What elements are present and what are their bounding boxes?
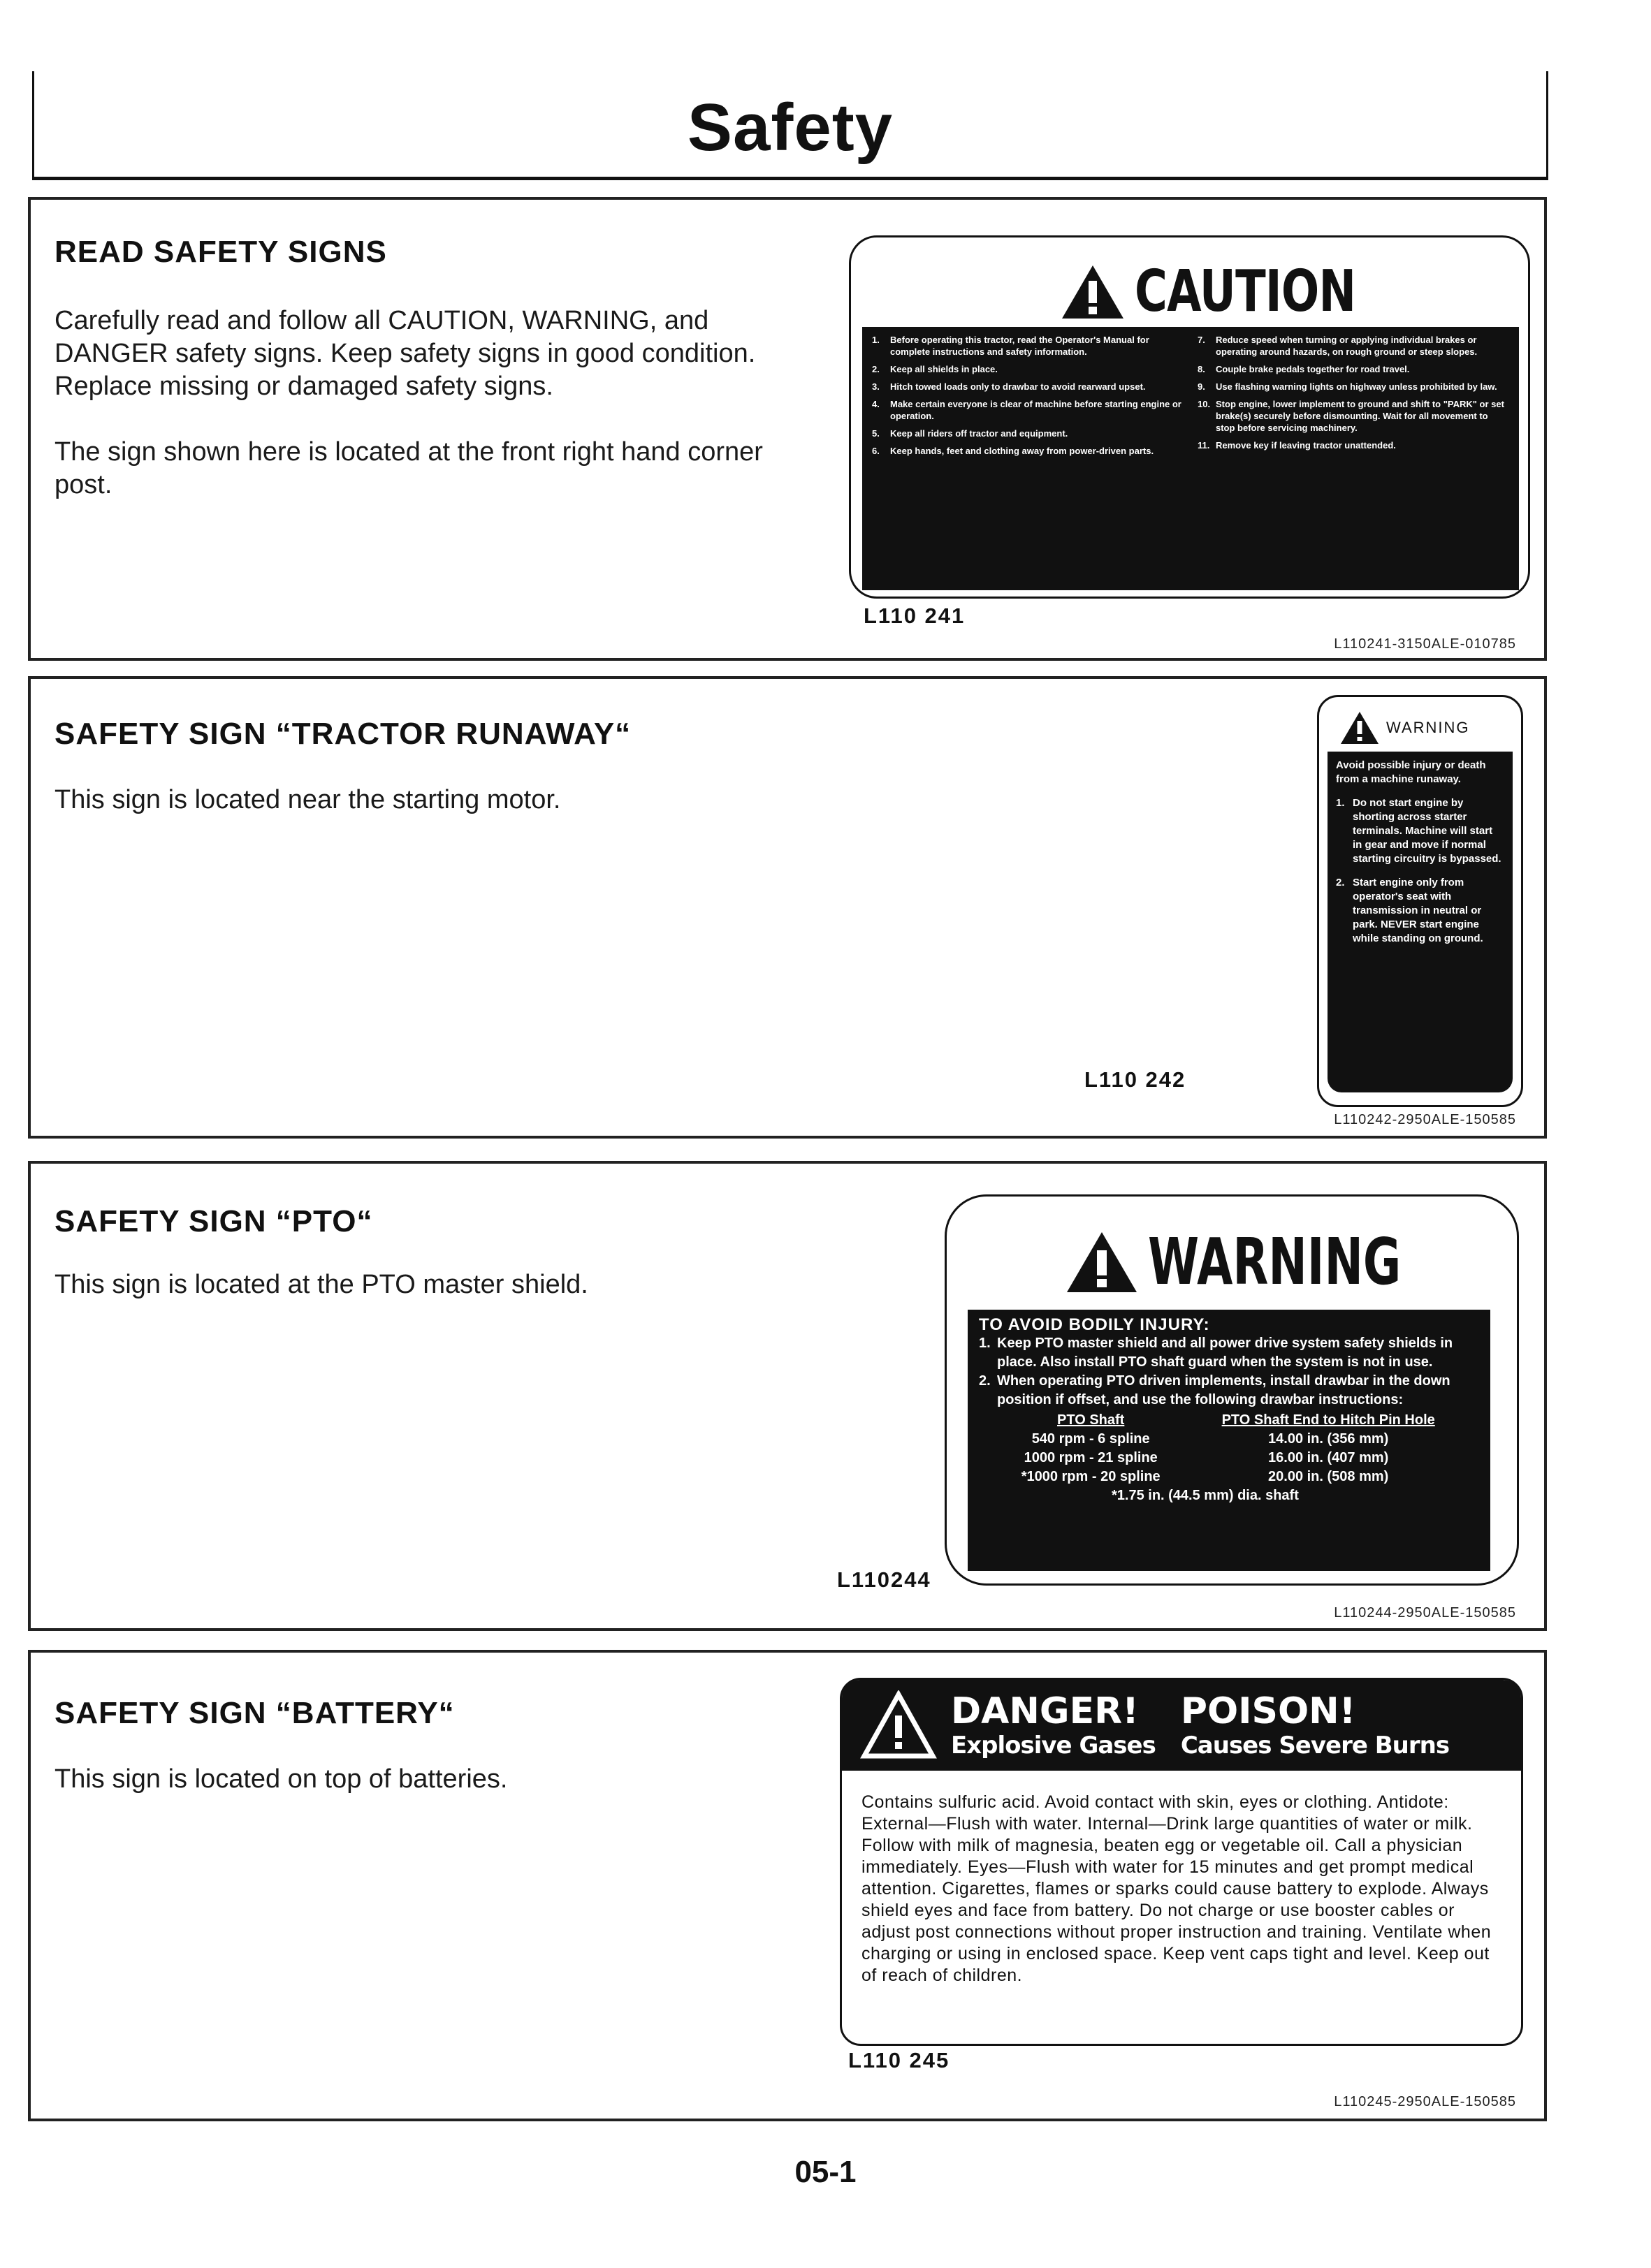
runaway-warning-decal [1317,695,1523,1107]
document-code: L110241-3150ALE-010785 [1334,636,1516,652]
section-title: SAFETY SIGN “BATTERY“ [54,1696,455,1730]
table-row: *1000 rpm - 20 spline 20.00 in. (508 mm) [1021,1469,1389,1484]
runaway-panel [1328,752,1513,1092]
list-item: 10. Stop engine, lower implement to ground and shift to "PARK" or set brake(s) securely before dismounting. Wait for all movement to stop before servicing machinery. [1198,399,1504,433]
list-item: 5. Keep all riders off tractor and equipment. [872,428,1068,439]
table-header-row [997,1411,1472,1430]
signal-word: WARNING [1148,1224,1402,1299]
table-header: PTO Shaft End to Hitch Pin Hole [1221,1412,1435,1428]
pto-warning-decal [945,1194,1519,1586]
warning-triangle-icon [1065,1231,1138,1294]
signal-word: CAUTION [1135,258,1356,325]
section-title: SAFETY SIGN “TRACTOR RUNAWAY“ [54,717,632,751]
battery-decal-header [842,1680,1521,1771]
section-body: This sign is located at the PTO master shield. [54,1270,588,1299]
battery-danger-decal [840,1678,1523,2046]
list-item: 7. Reduce speed when turning or applying individual brakes or operating around hazards, on rough ground or steep slopes. [1198,335,1478,357]
battery-signal-words [951,1691,1474,1759]
runaway-decal-header [1340,711,1470,745]
part-number: L110 241 [864,603,966,628]
list-item: 1. Keep PTO master shield and all power drive system safety shields in place. Also install PTO shaft guard when the system is not in use. [979,1336,1453,1370]
battery-decal-text: Contains sulfuric acid. Avoid contact with skin, eyes or clothing. Antidote: External—Flush with water. Internal—Drink large quantities of water or milk. Follow with milk of magnesia, beaten egg or vegetable oil. Call a physician immediately. Eyes—Flush with water for 15 minutes and get prompt medical attention. Cigarettes, flames or sparks could cause battery to explode. Always shield eyes and face from battery. Do not charge or use booster cables or adjust post connections without proper instruction and training. Ventilate when charging or using in enclosed space. Keep vent caps tight and level. Keep out of reach of children. [861,1792,1492,1985]
list-item: 1. Before operating this tractor, read the Operator's Manual for complete instructions and safety information. [872,335,1149,357]
document-code: L110244-2950ALE-150585 [1334,1605,1516,1620]
pto-table [997,1411,1472,1486]
document-code: L110242-2950ALE-150585 [1334,1112,1516,1127]
page-title-box [32,71,1548,180]
list-item: 4. Make certain everyone is clear of machine before starting engine or operation. [872,399,1181,421]
decal-heading: TO AVOID BODILY INJURY: [979,1315,1210,1334]
section-body [54,305,774,502]
poison-subtitle: Causes Severe Burns [1180,1732,1450,1759]
paragraph: Carefully read and follow all CAUTION, WARNING, and DANGER safety signs. Keep safety signs in good condition. Replace missing or damaged safety signs. [54,306,756,401]
poison-block [1181,1691,1449,1759]
caution-list-right [1198,334,1509,583]
danger-block [951,1691,1156,1759]
caution-header [1061,258,1418,325]
caution-panel [862,327,1519,590]
signal-word-danger: DANGER! [951,1690,1139,1732]
part-number: L110244 [837,1567,931,1592]
table-row: 1000 rpm - 21 spline 16.00 in. (407 mm) [1024,1450,1389,1465]
list-item: 3. Hitch towed loads only to drawbar to avoid rearward upset. [872,381,1146,392]
list-item: 2. When operating PTO driven implements, install drawbar in the down position if offset, and use the following drawbar instructions: [979,1373,1450,1407]
table-footnote: *1.75 in. (44.5 mm) dia. shaft [1112,1488,1299,1503]
signal-word: WARNING [1386,719,1470,736]
warning-triangle-icon [1061,264,1125,320]
section-title: SAFETY SIGN “PTO“ [54,1204,373,1238]
warning-triangle-icon [1340,711,1379,745]
table-header: PTO Shaft [1057,1412,1125,1428]
warning-triangle-icon [860,1690,937,1760]
list-item: 2. Start engine only from operator's seat with transmission in neutral or park. NEVER start engine while standing on ground. [1336,877,1483,944]
list-item: 11. Remove key if leaving tractor unattended. [1198,440,1396,451]
section-body: This sign is located on top of batteries. [54,1764,508,1794]
section-title: READ SAFETY SIGNS [54,235,387,269]
list-item: 8. Couple brake pedals together for road travel. [1198,364,1410,374]
list-item: 6. Keep hands, feet and clothing away from power-driven parts. [872,446,1154,456]
caution-decal [849,235,1530,599]
decal-intro: Avoid possible injury or death from a machine runaway. [1336,759,1486,785]
part-number: L110 245 [848,2048,950,2072]
list-item: 2. Keep all shields in place. [872,364,998,374]
document-code: L110245-2950ALE-150585 [1334,2094,1516,2109]
paragraph: The sign shown here is located at the front right hand corner post. [54,437,763,499]
list-item: 1. Do not start engine by shorting across starter terminals. Machine will start in gear and move if normal starting circuitry is bypassed. [1336,797,1501,865]
signal-word-poison: POISON! [1180,1690,1356,1732]
pto-panel [968,1310,1490,1571]
list-item: 9. Use flashing warning lights on highway unless prohibited by law. [1198,381,1497,392]
pto-decal-header [1065,1224,1499,1299]
danger-subtitle: Explosive Gases [951,1732,1156,1759]
caution-list-left [872,334,1184,583]
section-body: This sign is located near the starting motor. [54,785,561,814]
page-title: Safety [687,90,894,165]
table-row: 540 rpm - 6 spline 14.00 in. (356 mm) [1031,1431,1389,1447]
page-number: 05-1 [794,2155,857,2189]
part-number: L110 242 [1084,1067,1186,1092]
